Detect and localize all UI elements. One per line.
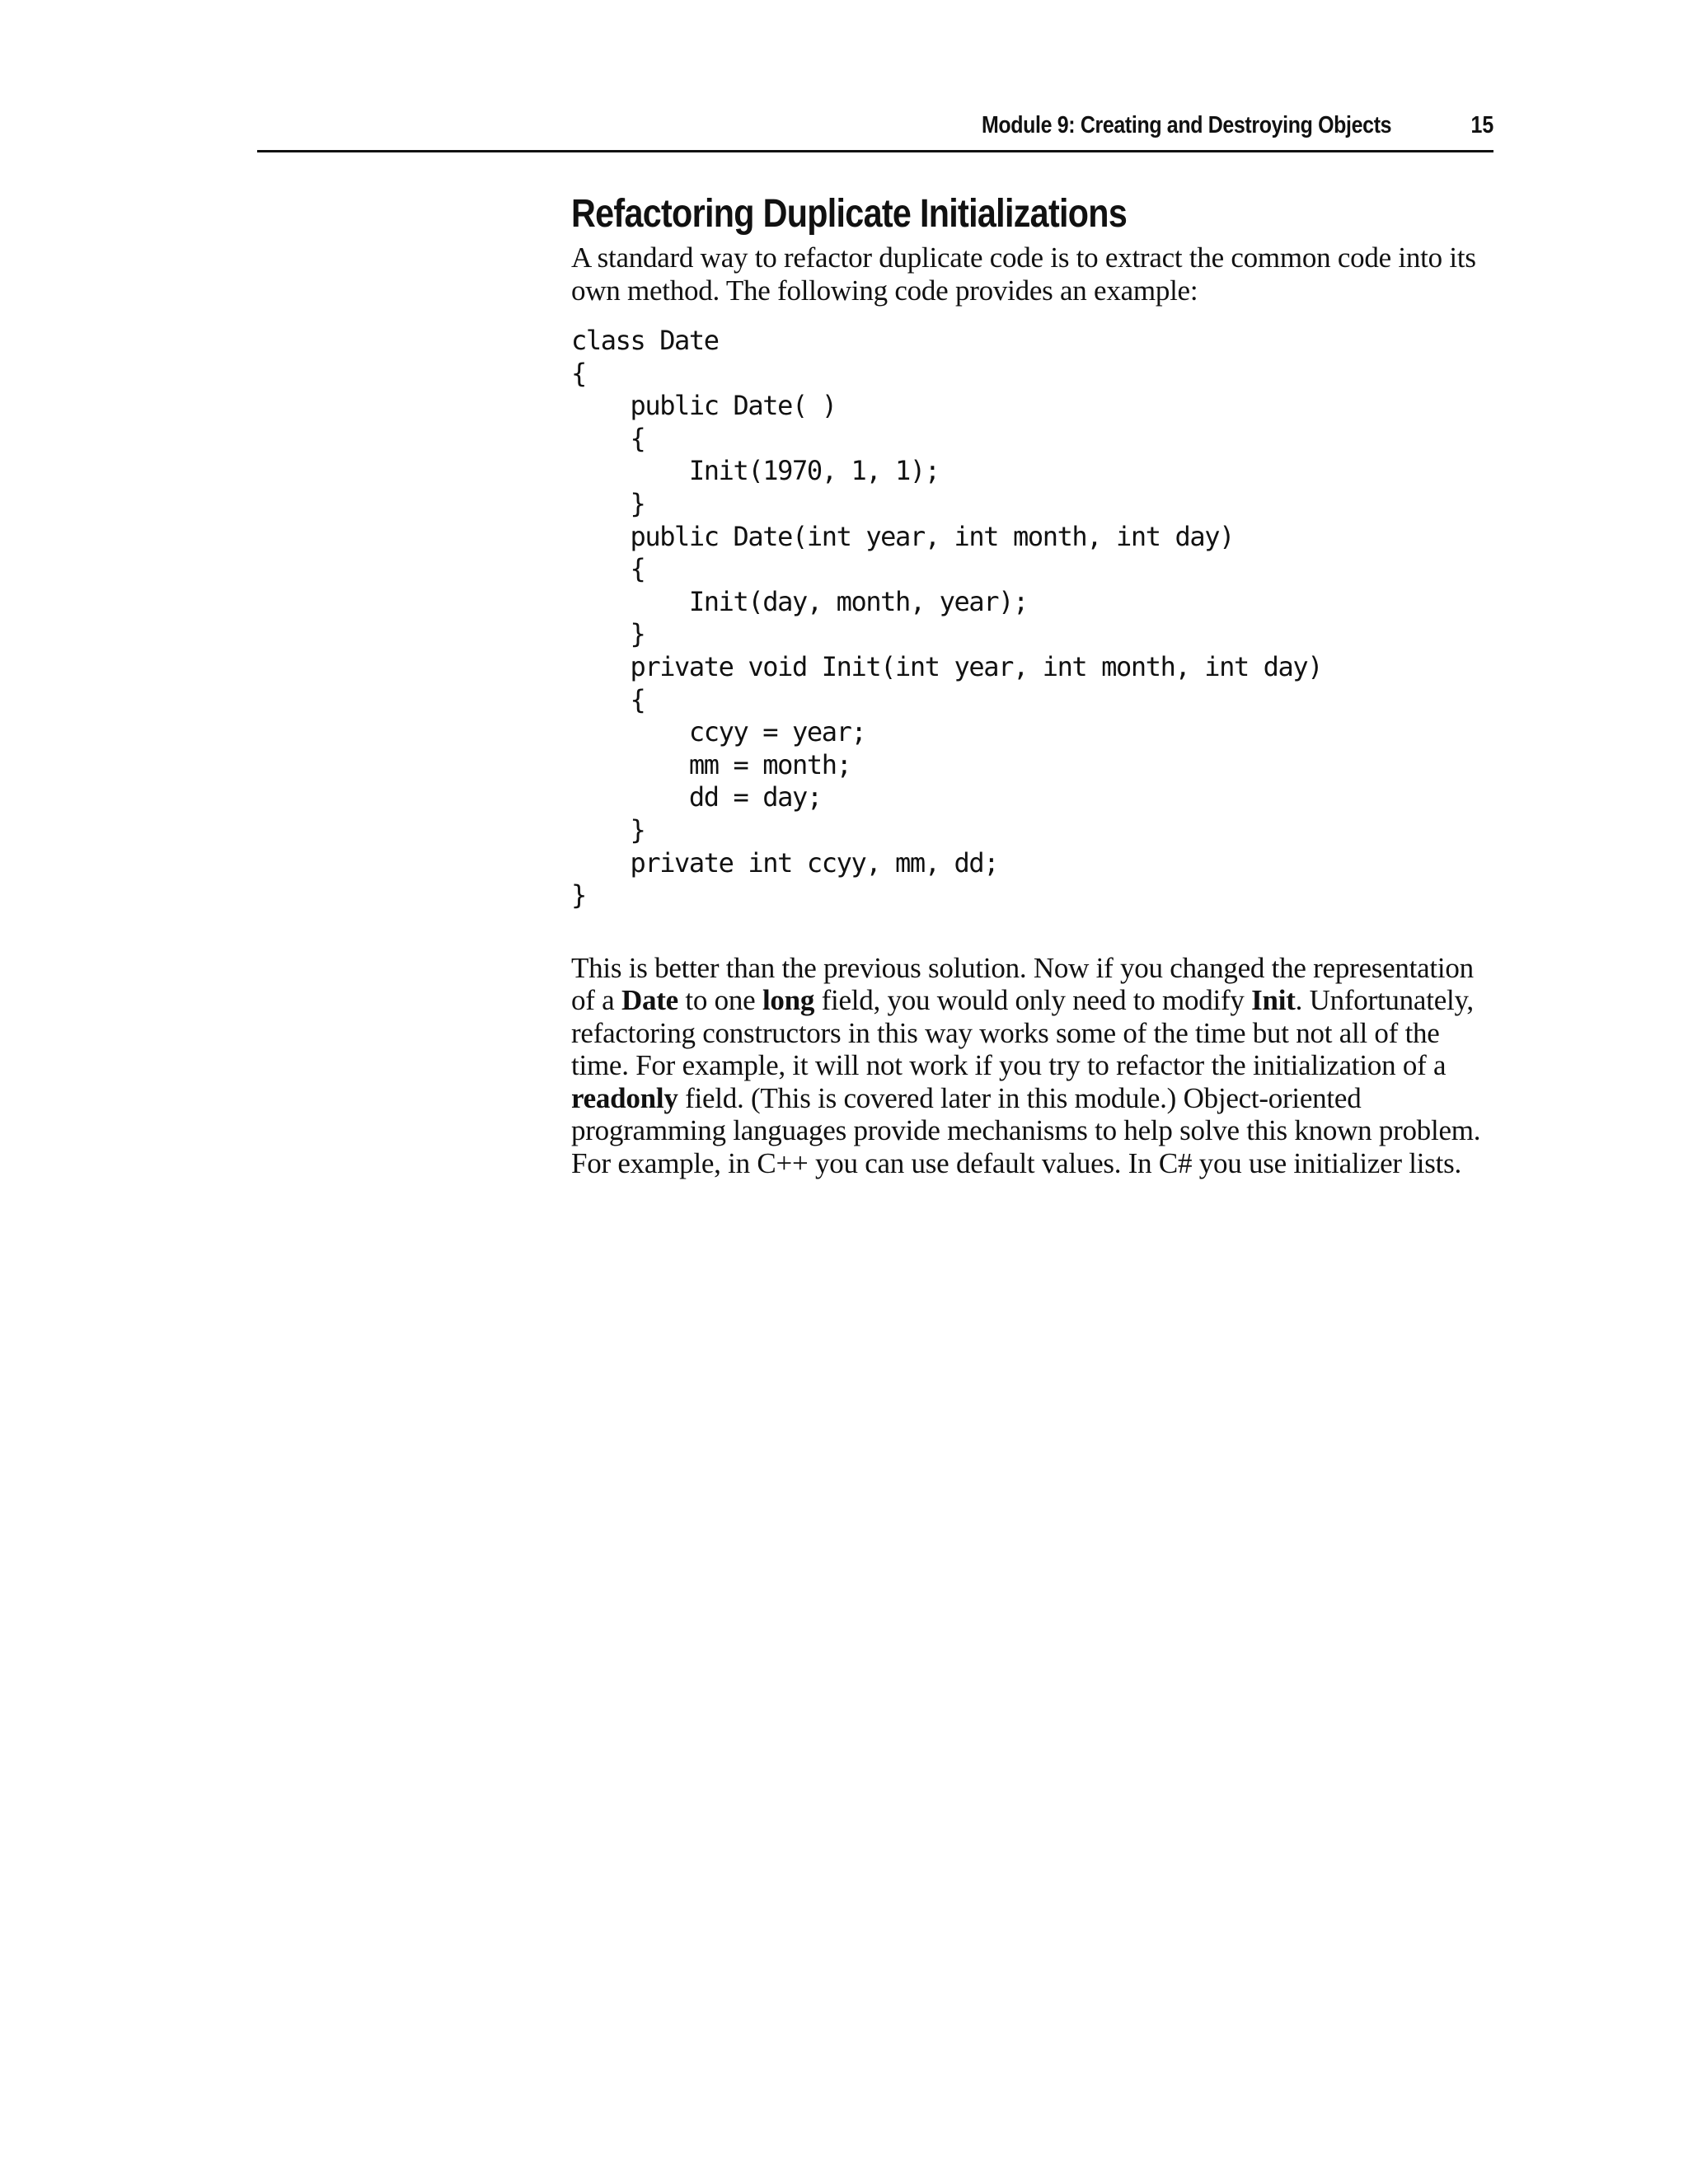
readonly-term: readonly <box>571 1081 678 1114</box>
explanation-text: field. (This is covered later in this module.) Object-oriented programming languages provide mechanisms to help solve this known problem. For example, in C++ you can use default values. In C# you use initializer lists. <box>571 1081 1481 1179</box>
code-line: } <box>571 813 645 846</box>
explanation-text: to one <box>678 984 762 1017</box>
code-line: private void Init(int year, int month, int day) <box>571 650 1323 682</box>
code-line: { <box>571 553 645 585</box>
page-number: 15 <box>1470 112 1493 138</box>
code-line: Init(day, month, year); <box>571 585 1028 617</box>
code-line: public Date( ) <box>571 390 837 422</box>
page-header <box>257 109 1493 152</box>
code-line: ccyy = year; <box>571 716 866 748</box>
intro-paragraph: A standard way to refactor duplicate code is to extract the common code into its own method. The following code provides an example: <box>571 241 1476 307</box>
code-line: { <box>571 683 645 715</box>
explanation-text: field, you would only need to modify <box>814 984 1252 1017</box>
code-line: Init(1970, 1, 1); <box>571 455 940 487</box>
long-term: long <box>762 984 815 1017</box>
date-term: Date <box>621 984 678 1017</box>
code-line: public Date(int year, int month, int day) <box>571 520 1234 552</box>
code-line: { <box>571 422 645 454</box>
code-line: dd = day; <box>571 781 822 813</box>
explanation-text: This is better than the previous solution. Now if you changed the representation of a <box>571 951 1474 1017</box>
code-line: } <box>571 879 586 912</box>
explanation-paragraph <box>571 952 1498 1180</box>
code-line: } <box>571 487 645 519</box>
section-heading: Refactoring Duplicate Initializations <box>571 192 1128 236</box>
code-line: class Date <box>571 325 719 356</box>
main-content <box>571 190 1498 1179</box>
code-line: { <box>571 357 586 389</box>
code-line: } <box>571 618 645 650</box>
code-line: private int ccyy, mm, dd; <box>571 846 999 879</box>
code-example <box>571 325 1498 912</box>
module-title: Module 9: Creating and Destroying Objects <box>981 112 1391 138</box>
code-line: mm = month; <box>571 748 851 780</box>
explanation-text: . Unfortunately, refactoring constructors in this way works some of the time but not all of the time. For example, it will not work if you try to refactor the initialization of a <box>571 984 1474 1082</box>
init-term: Init <box>1251 984 1296 1017</box>
